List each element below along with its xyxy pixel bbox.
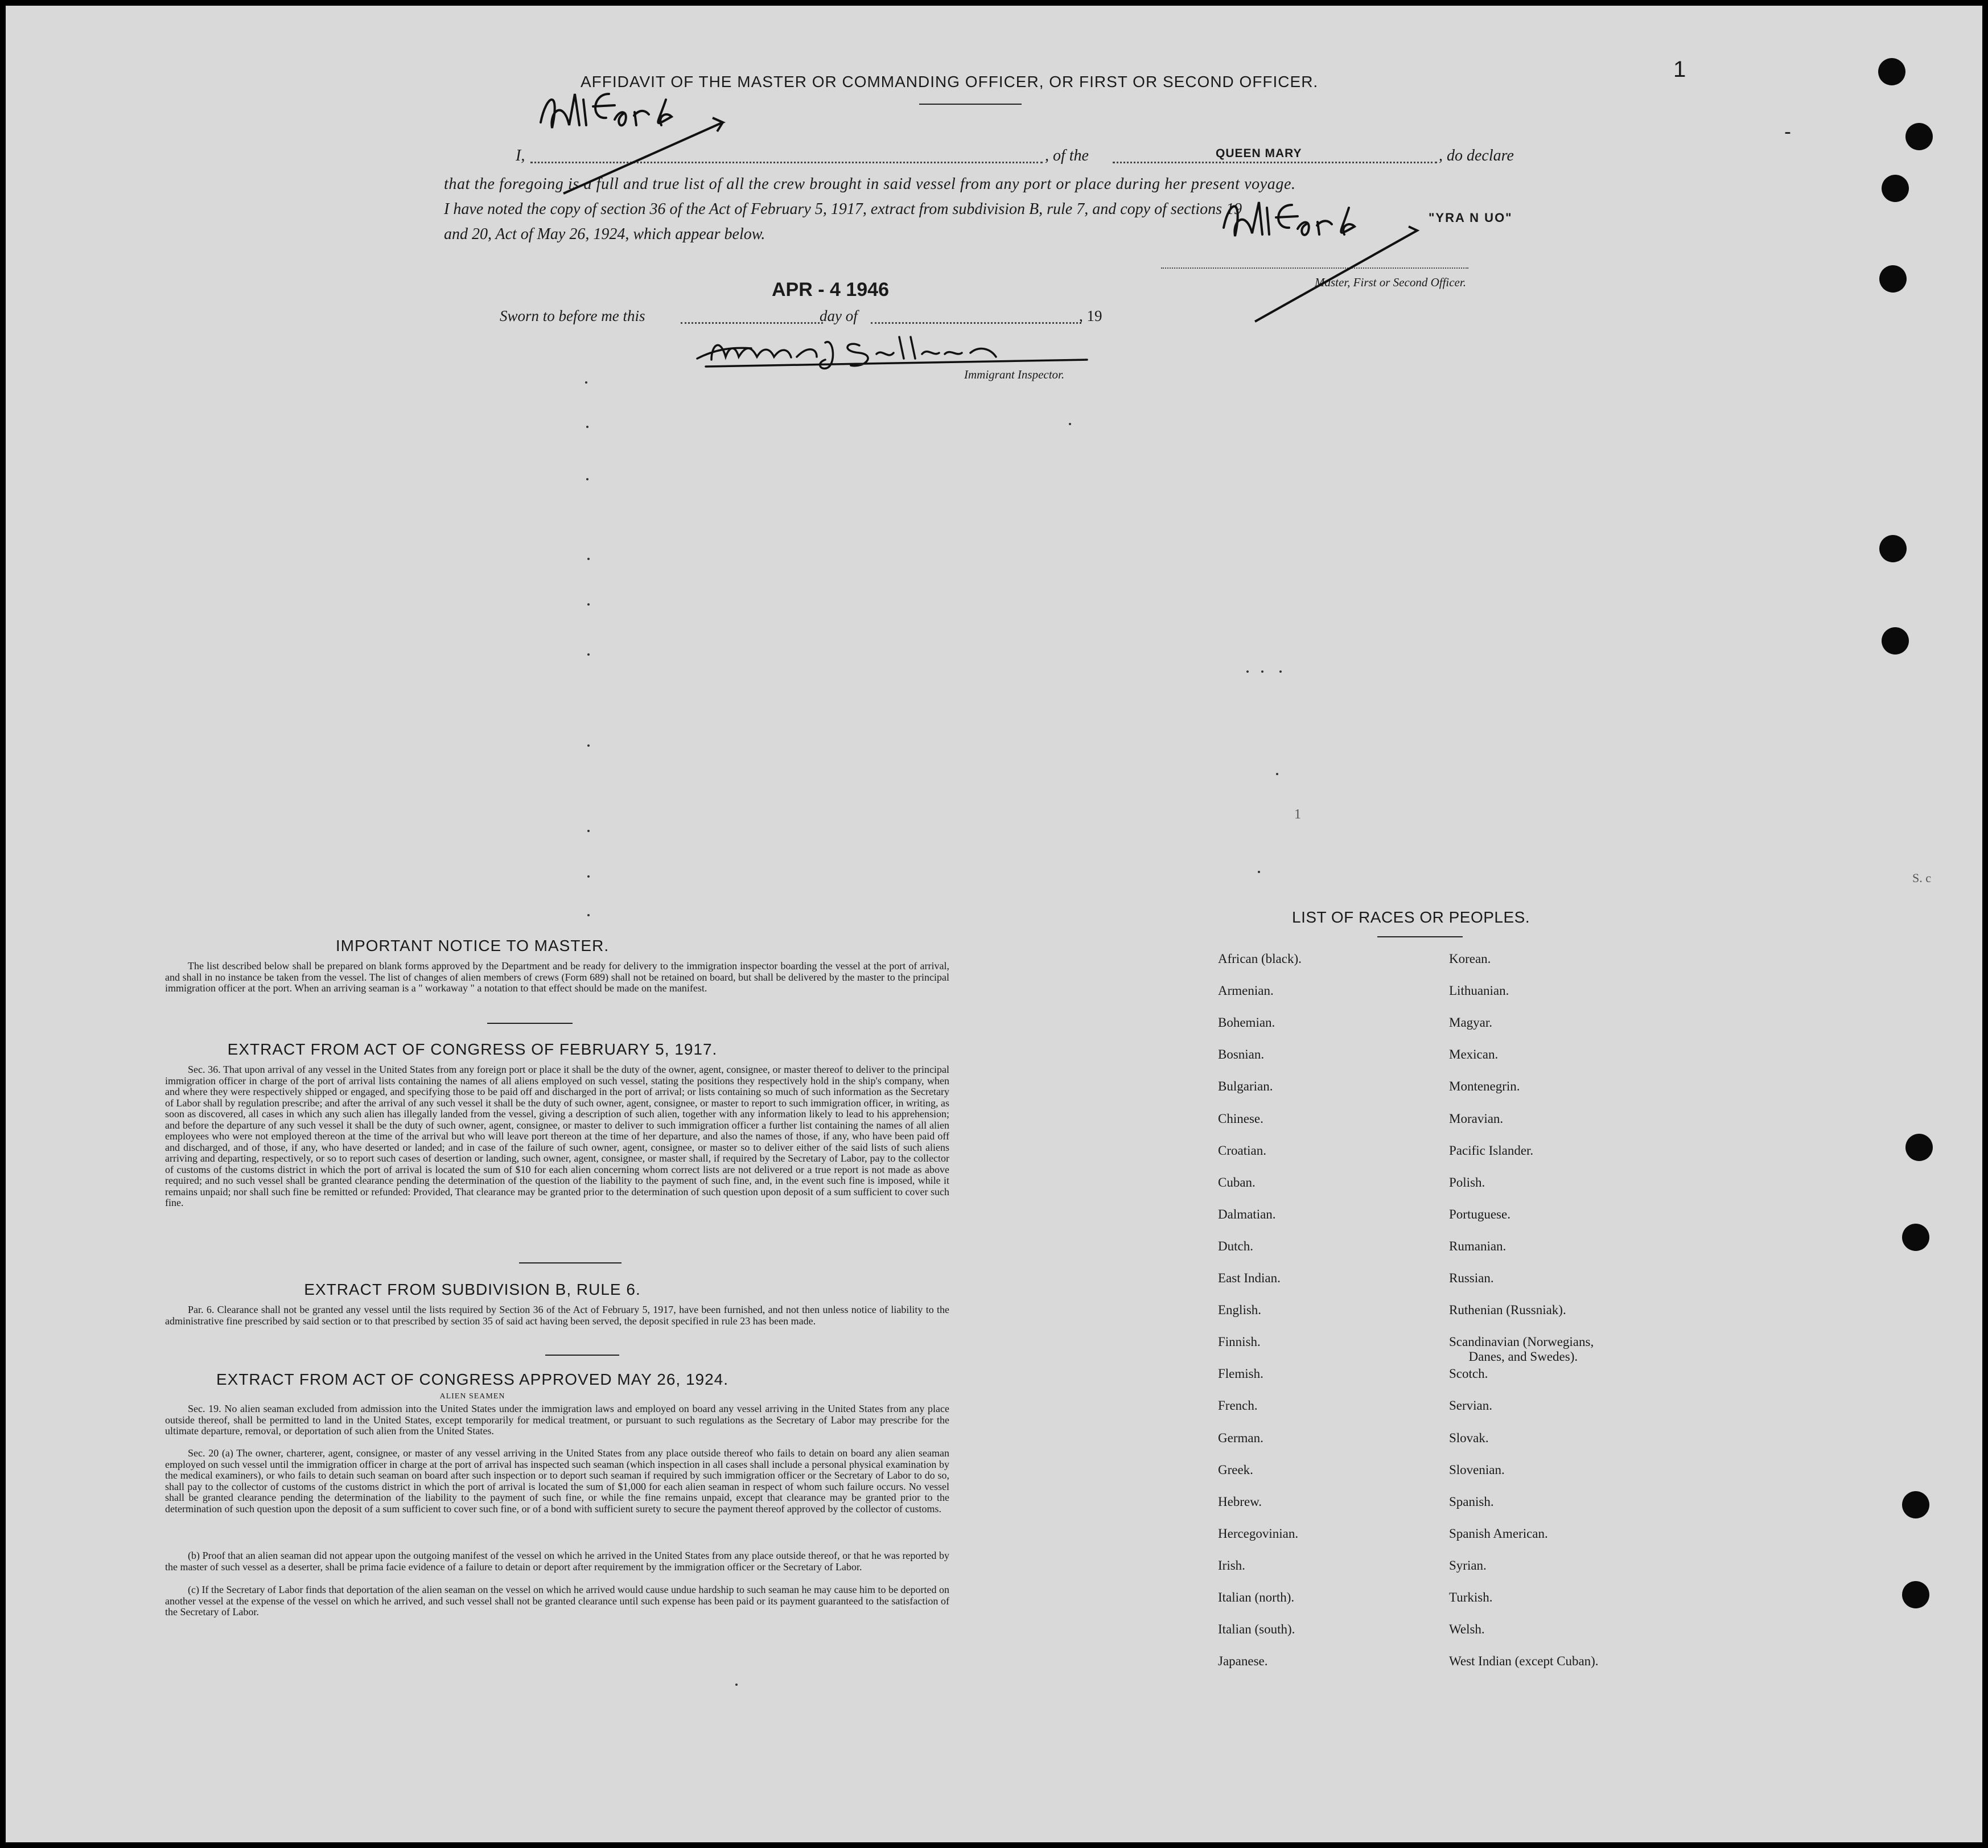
divider: [1377, 936, 1463, 937]
sworn-year: , 19: [1079, 307, 1102, 324]
binder-hole: [1902, 1224, 1929, 1251]
margin-mark: 1: [1673, 57, 1686, 82]
sworn-text: Sworn to before me this: [500, 307, 645, 324]
race-item: Moravian.: [1449, 1111, 1504, 1126]
race-item: Dutch.: [1218, 1238, 1253, 1253]
race-item: West Indian (except Cuban).: [1449, 1654, 1599, 1669]
race-item: Dalmatian.: [1218, 1207, 1276, 1221]
binder-hole: [1905, 1134, 1933, 1161]
extract-1924-subtitle: ALIEN SEAMEN: [439, 1392, 505, 1401]
race-item: Bohemian.: [1218, 1015, 1275, 1030]
race-item: Ruthenian (Russniak).: [1449, 1303, 1566, 1318]
binder-hole: [1905, 123, 1933, 150]
binder-hole: [1882, 627, 1909, 655]
notice-body: The list described below shall be prepared on blank forms approved by the Department and be ready for delivery to the immigration inspector boarding the vessel at the port of arrival, and shall in no instance be taken from the vessel. The list of changes of alien members of crews (Form 689) shall not be retained on board, but shall be delivered by the master to the principal immigration officer at the port. When an arriving seaman is a " workaway " a notation to that effect should be made on the manifest.: [165, 960, 949, 994]
sec19-body: Sec. 19. No alien seaman excluded from admission into the United States under the immigration laws and employed on board any vessel arriving in the United States from any place outside thereof, shall be permitted to land in the United States, except temporarily for medical treatment, or pursuant to such regulations as the Secretary of Labor may prescribe for the ultimate departure, removal, or deportation of such alien from the United States.: [165, 1403, 949, 1437]
race-item: French.: [1218, 1398, 1258, 1413]
race-item: Russian.: [1449, 1271, 1494, 1285]
race-item: Rumanian.: [1449, 1238, 1507, 1253]
inspector-caption: Immigrant Inspector.: [964, 368, 1065, 381]
race-item: Flemish.: [1218, 1367, 1263, 1381]
binder-hole: [1882, 175, 1909, 202]
race-item: Magyar.: [1449, 1015, 1493, 1030]
race-item: Italian (south).: [1218, 1622, 1295, 1637]
binder-hole: [1878, 58, 1905, 85]
master-signature-top: [529, 77, 734, 196]
sworn-day-of: day of: [820, 307, 858, 324]
races-title: LIST OF RACES OR PEOPLES.: [1292, 908, 1530, 926]
race-item: Hercegovinian.: [1218, 1526, 1299, 1541]
race-item: Welsh.: [1449, 1622, 1485, 1637]
vessel-fill-line: [1113, 162, 1437, 163]
master-signature-bottom: [1212, 194, 1440, 324]
race-item: Pacific Islander.: [1449, 1143, 1534, 1158]
extract-1917-body: Sec. 36. That upon arrival of any vessel in the United States from any foreign port or place it shall be the duty of the owner, agent, consignee, or master thereof to deliver to the principal immigration officer in charge of the port of arrival lists containing the names of all aliens employed on such vessel, stating the positions they respectively hold in the ship's company, when and where they were respectively shipped or engaged, and specifying those to be paid off and discharged in the port of arrival; or lists containing so much of such information as the Secretary of Labor shall by regulation prescribe; and after the arrival of any such vessel it shall be the duty of such owner, agent, consignee, or master to report to such immigration officer, in writing, as soon as discovered, all cases in which any such alien has illegally landed from the vessel, giving a description of such alien, together with any information likely to lead to his apprehension; and before the departure of any such vessel it shall be the duty of such owner, agent, consignee, or master to deliver to such immigration officer a further list containing the names of all alien employees who were not employed thereon at the time of the arrival but who will leave port thereon at the time of her departure, and also the names of those, if any, who have been paid off and discharged, and of those, if any, who have deserted or landed; and in case of the failure of such owner, agent, consignee, or master so to deliver either of the said lists of such aliens arriving and departing, respectively, or so to report such cases of desertion or landing, such owner, agent, consignee, or master shall, if required by the Secretary of Labor, pay to the collector of customs of the customs district in which the port of arrival is located the sum of $10 for each alien concerning whom correct lists are not delivered or a true report is not made as above required; and no such vessel shall be granted clearance pending the determination of the question of the liability to the payment of such fine, and, in the event such fine is imposed, while it remains unpaid; nor shall such fine be remitted or refunded: Provided, That clearance may be granted prior to the determination of such question upon deposit of a sum sufficient to cover such fine.: [165, 1064, 949, 1208]
binder-hole: [1902, 1491, 1929, 1518]
race-item: Bulgarian.: [1218, 1079, 1273, 1094]
affidavit-title: AFFIDAVIT OF THE MASTER OR COMMANDING OFFICER, OR FIRST OR SECOND OFFICER.: [581, 73, 1319, 90]
race-item: Korean.: [1449, 952, 1491, 966]
race-item: Italian (north).: [1218, 1590, 1295, 1604]
sworn-month-line: [871, 322, 1081, 324]
sec20b-body: (b) Proof that an alien seaman did not appear upon the outgoing manifest of the vessel on which he arrived in the United States from any place outside thereof, or that he was reported by the master of such vessel as a deserter, shall be prima facie evidence of a failure to detain or deport after requirement by the immigration officer or the Secretary of Labor.: [165, 1550, 949, 1573]
binder-hole: [1879, 535, 1907, 562]
race-item: Spanish.: [1449, 1494, 1494, 1509]
race-item: Portuguese.: [1449, 1207, 1510, 1221]
notice-title: IMPORTANT NOTICE TO MASTER.: [335, 937, 610, 954]
divider: [919, 104, 1022, 105]
race-item: Irish.: [1218, 1558, 1245, 1573]
affidavit-line3: I have noted the copy of section 36 of the Act of February 5, 1917, extract from subdivision B, rule 7, and copy of sections 19: [444, 200, 1242, 218]
sworn-day-line: [681, 322, 823, 324]
date-stamp: APR - 4 1946: [772, 279, 889, 301]
race-item: Polish.: [1449, 1175, 1485, 1190]
race-item: Turkish.: [1449, 1590, 1493, 1604]
inspector-signature: [694, 326, 1093, 371]
vessel-name: QUEEN MARY: [1216, 147, 1302, 160]
affidavit-declare: , do declare: [1439, 147, 1514, 164]
race-item: Mexican.: [1449, 1047, 1499, 1062]
race-item: Cuban.: [1218, 1175, 1256, 1190]
rule6-title: EXTRACT FROM SUBDIVISION B, RULE 6.: [304, 1281, 641, 1298]
divider: [487, 1023, 573, 1024]
rule6-body: Par. 6. Clearance shall not be granted any vessel until the lists required by Section 36 of the Act of February 5, 1917, have been furnished, and not then unless notice of liability to the administrative fine prescribed by said section or to that prescribed by section 35 of said act having been served, the deposit specified in rule 23 has been made.: [165, 1304, 949, 1327]
affidavit-line4: and 20, Act of May 26, 1924, which appear below.: [444, 225, 765, 243]
master-caption: Master, First or Second Officer.: [1315, 275, 1466, 289]
race-item: English.: [1218, 1303, 1262, 1318]
document-page: [6, 6, 1982, 1842]
race-item: Lithuanian.: [1449, 983, 1509, 998]
race-item: Syrian.: [1449, 1558, 1487, 1573]
race-item: Chinese.: [1218, 1111, 1263, 1126]
race-item: Slovenian.: [1449, 1462, 1505, 1477]
affidavit-line2: that the foregoing is a full and true list of all the crew brought in said vessel from any port or place during her present voyage.: [444, 175, 1296, 193]
margin-mark: 1: [1294, 807, 1301, 822]
race-item: East Indian.: [1218, 1271, 1281, 1285]
affidavit-of-the: , of the: [1045, 147, 1089, 164]
sec20a-body: Sec. 20 (a) The owner, charterer, agent, consignee, or master of any vessel arriving in the United States from any place outside thereof who fails to detain on board any alien seaman employed on such vessel until the immigration officer in charge at the port of arrival has inspected such seaman (which inspection in all cases shall include a personal physical examination by the medical examiners), or who fails to detain such seaman on board after such inspection or to deport such seaman if required by such immigration officer or the Secretary of Labor to do so, shall pay to the collector of customs of the customs district in which the port of arrival is located the sum of $1,000 for each alien seaman in respect of whom such failure occurs. No vessel shall be granted clearance pending the determination of the liability to the payment of such fine, or while the fine remains unpaid, except that clearance may be granted prior to the determination of such question upon the deposit of a sum sufficient to cover such fine, or of a bond with sufficient surety to secure the payment thereof approved by the collector of customs.: [165, 1447, 949, 1514]
divider: [545, 1355, 619, 1356]
extract-1917-title: EXTRACT FROM ACT OF CONGRESS OF FEBRUARY 5, 1917.: [227, 1040, 718, 1058]
binder-hole: [1879, 265, 1907, 293]
race-item: Montenegrin.: [1449, 1079, 1520, 1094]
vessel-stamp: "YRA N UO": [1429, 211, 1513, 225]
race-item: Slovak.: [1449, 1430, 1489, 1445]
race-item: Hebrew.: [1218, 1494, 1262, 1509]
margin-mark: S. c: [1912, 871, 1931, 885]
margin-mark: -: [1784, 120, 1791, 143]
race-item: Scandinavian (Norwegians, Danes, and Swedes).: [1449, 1335, 1594, 1364]
race-item: Finnish.: [1218, 1335, 1261, 1349]
race-item: German.: [1218, 1430, 1263, 1445]
sec20c-body: (c) If the Secretary of Labor finds that deportation of the alien seaman on the vessel on which he arrived would cause undue hardship to such seaman he may cause him to be deported on another vessel at the expense of the vessel on which he arrived, and such vessel shall not be granted clearance until such expense has been paid or its payment guaranteed to the satisfaction of the Secretary of Labor.: [165, 1584, 949, 1617]
race-item: African (black).: [1218, 952, 1302, 966]
race-item: Japanese.: [1218, 1654, 1268, 1669]
extract-1924-title: EXTRACT FROM ACT OF CONGRESS APPROVED MAY 26, 1924.: [216, 1370, 729, 1388]
race-item: Bosnian.: [1218, 1047, 1265, 1062]
affidavit-i: I,: [516, 147, 525, 164]
binder-hole: [1902, 1581, 1929, 1608]
race-item: Scotch.: [1449, 1367, 1488, 1381]
race-item: Spanish American.: [1449, 1526, 1548, 1541]
race-item: Armenian.: [1218, 983, 1274, 998]
divider: [519, 1262, 621, 1263]
race-item: Servian.: [1449, 1398, 1493, 1413]
race-item: Croatian.: [1218, 1143, 1266, 1158]
race-item: Greek.: [1218, 1462, 1253, 1477]
